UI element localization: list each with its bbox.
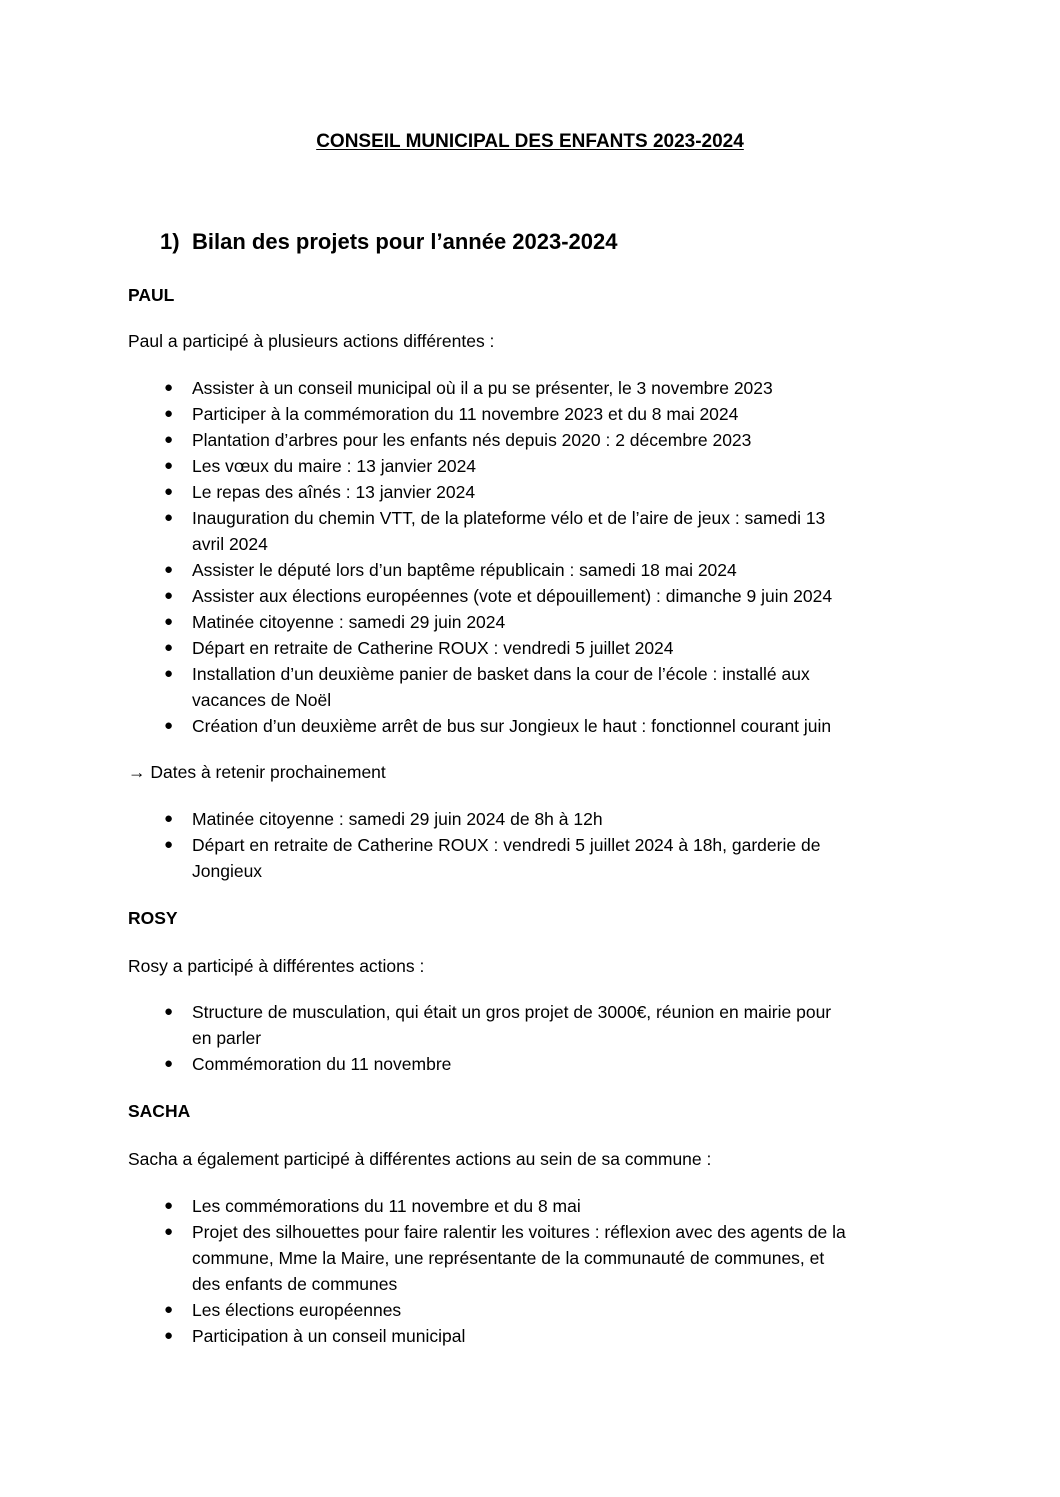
section-heading bbox=[160, 229, 618, 255]
bullet-icon: ● bbox=[164, 405, 174, 422]
list-item: ● Plantation d’arbres pour les enfants nés depuis 2020 : 2 décembre 2023 bbox=[0, 427, 1060, 453]
section-number: 1) bbox=[160, 229, 180, 254]
list-item: ● Matinée citoyenne : samedi 29 juin 2024 bbox=[0, 609, 1060, 635]
list-item: ● Le repas des aînés : 13 janvier 2024 bbox=[0, 479, 1060, 505]
list-item: ● Départ en retraite de Catherine ROUX : vendredi 5 juillet 2024 à 18h, garderie de bbox=[0, 832, 1060, 858]
list-item: ● Matinée citoyenne : samedi 29 juin 2024 de 8h à 12h bbox=[0, 806, 1060, 832]
document-title: CONSEIL MUNICIPAL DES ENFANTS 2023-2024 bbox=[316, 131, 744, 152]
bullet-icon: ● bbox=[164, 836, 174, 853]
list-item: ● Les vœux du maire : 13 janvier 2024 bbox=[0, 453, 1060, 479]
list-item: ● Participation à un conseil municipal bbox=[0, 1323, 1060, 1349]
list-item-continuation: vacances de Noël bbox=[192, 690, 332, 710]
list-item-continuation: en parler bbox=[192, 1028, 262, 1048]
bullet-icon: ● bbox=[164, 1301, 174, 1318]
bullet-icon: ● bbox=[164, 431, 174, 448]
list-item: ● Départ en retraite de Catherine ROUX : vendredi 5 juillet 2024 bbox=[0, 635, 1060, 661]
bullet-icon: ● bbox=[164, 810, 174, 827]
sacha-intro: Sacha a également participé à différentes actions au sein de sa commune : bbox=[128, 1149, 712, 1169]
bullet-icon: ● bbox=[164, 1003, 174, 1020]
list-item: ● Assister le député lors d’un baptême républicain : samedi 18 mai 2024 bbox=[0, 557, 1060, 583]
list-item: ● Inauguration du chemin VTT, de la plateforme vélo et de l’aire de jeux : samedi 13 bbox=[0, 505, 1060, 531]
bullet-icon: ● bbox=[164, 509, 174, 526]
list-item: ● Création d’un deuxième arrêt de bus sur Jongieux le haut : fonctionnel courant juin bbox=[0, 713, 1060, 739]
list-item: ● Installation d’un deuxième panier de basket dans la cour de l’école : installé aux bbox=[0, 661, 1060, 687]
bullet-icon: ● bbox=[164, 1327, 174, 1344]
person-name-paul: PAUL bbox=[128, 285, 175, 305]
dates-intro: → Dates à retenir prochainement bbox=[128, 762, 386, 782]
bullet-icon: ● bbox=[164, 613, 174, 630]
bullet-icon: ● bbox=[164, 1055, 174, 1072]
list-item: ● Les élections européennes bbox=[0, 1297, 1060, 1323]
section-heading-text: Bilan des projets pour l’année 2023-2024 bbox=[192, 229, 618, 254]
list-item: ● Commémoration du 11 novembre bbox=[0, 1051, 1060, 1077]
bullet-icon: ● bbox=[164, 483, 174, 500]
person-name-rosy: ROSY bbox=[128, 908, 178, 928]
paul-intro: Paul a participé à plusieurs actions différentes : bbox=[128, 331, 495, 351]
bullet-icon: ● bbox=[164, 587, 174, 604]
list-item-continuation: Jongieux bbox=[192, 861, 263, 881]
list-item: ● Les commémorations du 11 novembre et du 8 mai bbox=[0, 1193, 1060, 1219]
list-item: ● Participer à la commémoration du 11 novembre 2023 et du 8 mai 2024 bbox=[0, 401, 1060, 427]
bullet-icon: ● bbox=[164, 665, 174, 682]
bullet-icon: ● bbox=[164, 561, 174, 578]
rosy-intro: Rosy a participé à différentes actions : bbox=[128, 956, 425, 976]
bullet-icon: ● bbox=[164, 379, 174, 396]
paul-actions-list bbox=[0, 375, 1060, 739]
list-item: ● Assister à un conseil municipal où il a pu se présenter, le 3 novembre 2023 bbox=[0, 375, 1060, 401]
rosy-actions-list bbox=[0, 999, 1060, 1077]
list-item: ● Assister aux élections européennes (vote et dépouillement) : dimanche 9 juin 2024 bbox=[0, 583, 1060, 609]
list-item-continuation: des enfants de communes bbox=[192, 1274, 398, 1294]
list-item-continuation: avril 2024 bbox=[192, 534, 268, 554]
list-item: ● Projet des silhouettes pour faire ralentir les voitures : réflexion avec des agents de la bbox=[0, 1219, 1060, 1245]
bullet-icon: ● bbox=[164, 1197, 174, 1214]
bullet-icon: ● bbox=[164, 457, 174, 474]
list-item: ● Structure de musculation, qui était un gros projet de 3000€, réunion en mairie pour bbox=[0, 999, 1060, 1025]
list-item-continuation: commune, Mme la Maire, une représentante de la communauté de communes, et bbox=[192, 1248, 825, 1268]
sacha-actions-list bbox=[0, 1193, 1060, 1349]
bullet-icon: ● bbox=[164, 1223, 174, 1240]
bullet-icon: ● bbox=[164, 717, 174, 734]
bullet-icon: ● bbox=[164, 639, 174, 656]
person-name-sacha: SACHA bbox=[128, 1101, 191, 1121]
dates-list bbox=[0, 806, 1060, 884]
